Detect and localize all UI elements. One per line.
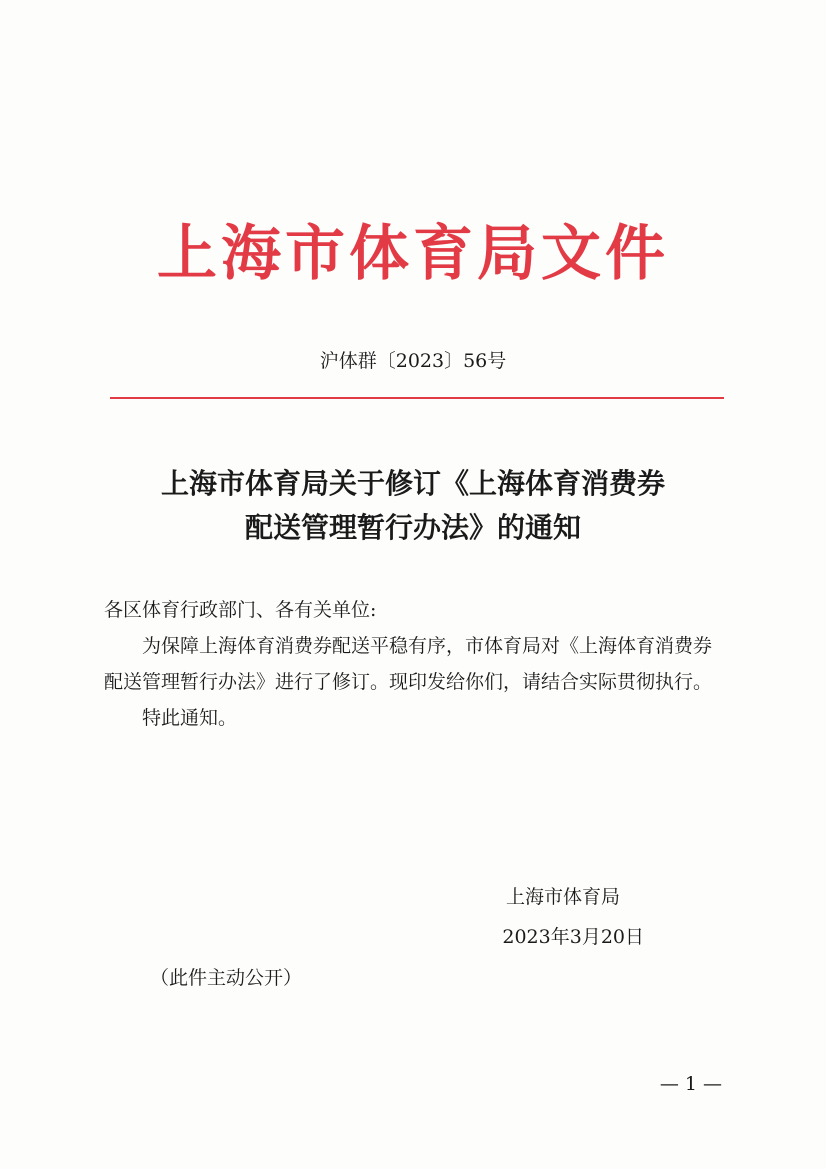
notice-body [104,592,724,736]
notice-title-line-2: 配送管理暂行办法》的通知 [244,511,581,544]
signing-organization: 上海市体育局 [505,886,620,908]
red-divider-line [110,397,724,399]
closing-line: 特此通知。 [142,707,238,729]
signature-block [502,877,644,957]
issuer-masthead: 上海市体育局文件 [157,219,669,289]
salutation: 各区体育行政部门、各有关单位: [104,599,377,621]
document-number: 沪体群〔2023〕56号 [319,350,507,372]
disclosure-note: （此件主动公开） [150,967,303,989]
notice-title [0,462,826,550]
page-number: — 1 — [659,1073,722,1095]
signing-date: 2023年3月20日 [502,926,644,948]
body-paragraph: 为保障上海体育消费券配送平稳有序，市体育局对《上海体育消费券配送管理暂行办法》进行了修订。现印发给你们，请结合实际贯彻执行。 [104,635,713,693]
notice-title-line-1: 上海市体育局关于修订《上海体育消费券 [160,467,665,500]
